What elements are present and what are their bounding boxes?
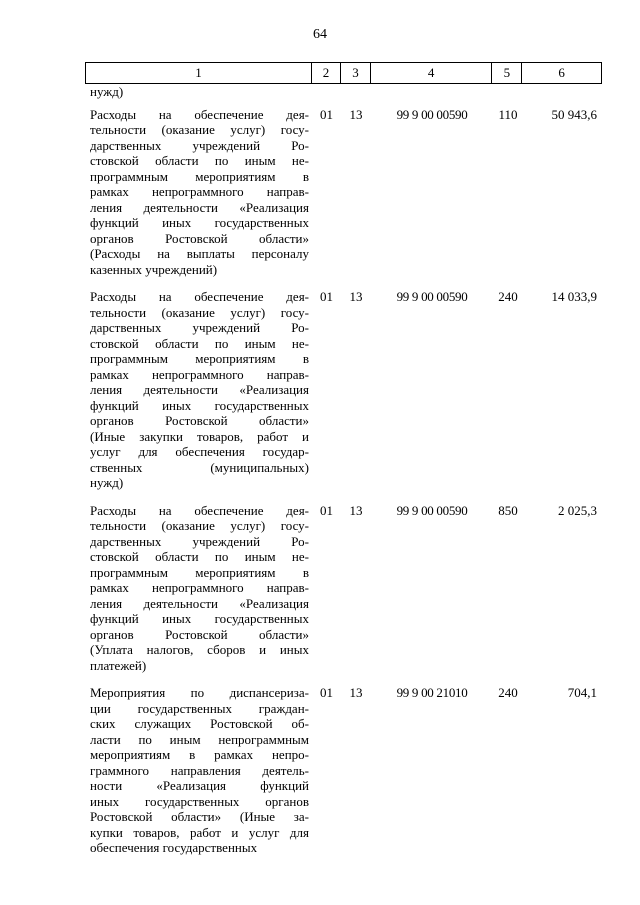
description-line: (Расходы на выплаты персоналу [90, 246, 309, 261]
subsection-code: 13 [349, 289, 363, 304]
continuation-text: нужд) [90, 84, 124, 99]
target-article-code: 99 9 00 21010 [396, 685, 468, 700]
column-header-4: 4 [371, 63, 493, 83]
description-line: мероприятиям в рамках непро- [90, 747, 309, 762]
description-line: обеспечения государственных [90, 840, 258, 855]
table-row [85, 685, 602, 856]
section-code: 01 [320, 106, 333, 122]
section-code: 01 [320, 502, 333, 518]
description-line: ласти по иным непрограммным [90, 731, 309, 747]
description-line: Ростовской области» (Иные за- [90, 809, 309, 824]
column-header-2: 2 [312, 63, 341, 83]
description-line: функций иных государственных [90, 215, 309, 230]
table-header [85, 62, 602, 84]
description-line: тельности (оказание услуг) госу- [90, 518, 309, 533]
table-row [85, 503, 602, 674]
description-line: органов Ростовской области» [90, 230, 309, 246]
description-line: услуг для обеспечения государ- [90, 444, 309, 459]
amount: 50 943,6 [551, 106, 597, 122]
row-description [85, 503, 312, 674]
description-line: тельности (оказание услуг) госу- [90, 304, 309, 320]
description-line: (Иные закупки товаров, работ и [90, 428, 309, 444]
column-header-1: 1 [86, 63, 312, 83]
description-line: Расходы на обеспечение дея- [90, 502, 309, 518]
description-line: рамках непрограммного направ- [90, 580, 309, 595]
description-line: стовской области по иным не- [90, 335, 309, 351]
description-line: рамках непрограммного направ- [90, 184, 309, 199]
description-line: Расходы на обеспечение дея- [90, 289, 309, 304]
description-line: функций иных государственных [90, 397, 309, 413]
description-line: граммного направления деятель- [90, 762, 309, 778]
expense-type-code: 240 [498, 685, 518, 700]
continuation-row [85, 84, 602, 100]
description-line: нужд) [90, 475, 124, 490]
amount: 2 025,3 [558, 502, 597, 518]
target-article-code: 99 9 00 00590 [396, 289, 468, 304]
expense-type-code: 240 [498, 289, 518, 304]
description-line: ления деятельности «Реализация [90, 382, 309, 397]
description-line: дарственных учреждений Ро- [90, 320, 309, 335]
description-line: органов Ростовской области» [90, 413, 309, 428]
description-line: иных государственных органов [90, 793, 309, 809]
description-line: программным мероприятиям в [90, 564, 309, 580]
description-line: функций иных государственных [90, 611, 309, 626]
description-line: программным мероприятиям в [90, 351, 309, 366]
description-line: Расходы на обеспечение дея- [90, 106, 309, 122]
subsection-code: 13 [349, 502, 363, 518]
description-line: ственных (муниципальных) [90, 459, 309, 475]
description-line: ции государственных граждан- [90, 700, 309, 716]
budget-table-body [85, 84, 602, 868]
table-rows [85, 107, 602, 856]
description-line: тельности (оказание услуг) госу- [90, 122, 309, 137]
description-line: дарственных учреждений Ро- [90, 137, 309, 153]
description-line: ления деятельности «Реализация [90, 595, 309, 611]
amount: 14 033,9 [551, 289, 597, 304]
description-line: ления деятельности «Реализация [90, 199, 309, 215]
description-line: казенных учреждений) [90, 261, 218, 277]
row-description [85, 107, 312, 278]
description-line: стовской области по иным не- [90, 549, 309, 564]
description-line: стовской области по иным не- [90, 153, 309, 168]
subsection-code: 13 [349, 685, 363, 700]
amount: 704,1 [567, 685, 597, 700]
section-code: 01 [320, 289, 333, 304]
column-header-6: 6 [558, 65, 565, 80]
description-line: (Уплата налогов, сборов и иных [90, 642, 309, 657]
description-line: программным мероприятиям в [90, 168, 309, 184]
column-header-5: 5 [492, 63, 522, 83]
section-code: 01 [320, 685, 333, 700]
description-line: купки товаров, работ и услуг для [90, 824, 309, 840]
target-article-code: 99 9 00 00590 [396, 502, 468, 518]
description-line: ности «Реализация функций [90, 778, 309, 793]
description-line: ских служащих Ростовской об- [90, 716, 309, 731]
row-description [85, 289, 312, 491]
description-line: рамках непрограммного направ- [90, 366, 309, 382]
description-line: платежей) [90, 657, 147, 673]
target-article-code: 99 9 00 00590 [396, 106, 468, 122]
expense-type-code: 110 [498, 106, 518, 122]
page-number: 64 [313, 27, 327, 42]
description-line: Мероприятия по диспансеризa- [90, 685, 309, 700]
description-line: дарственных учреждений Ро- [90, 533, 309, 549]
expense-type-code: 850 [498, 502, 518, 518]
table-row [85, 289, 602, 491]
row-description [85, 685, 312, 856]
column-header-3: 3 [341, 63, 371, 83]
description-line: органов Ростовской области» [90, 626, 309, 642]
table-row [85, 107, 602, 278]
subsection-code: 13 [349, 106, 363, 122]
